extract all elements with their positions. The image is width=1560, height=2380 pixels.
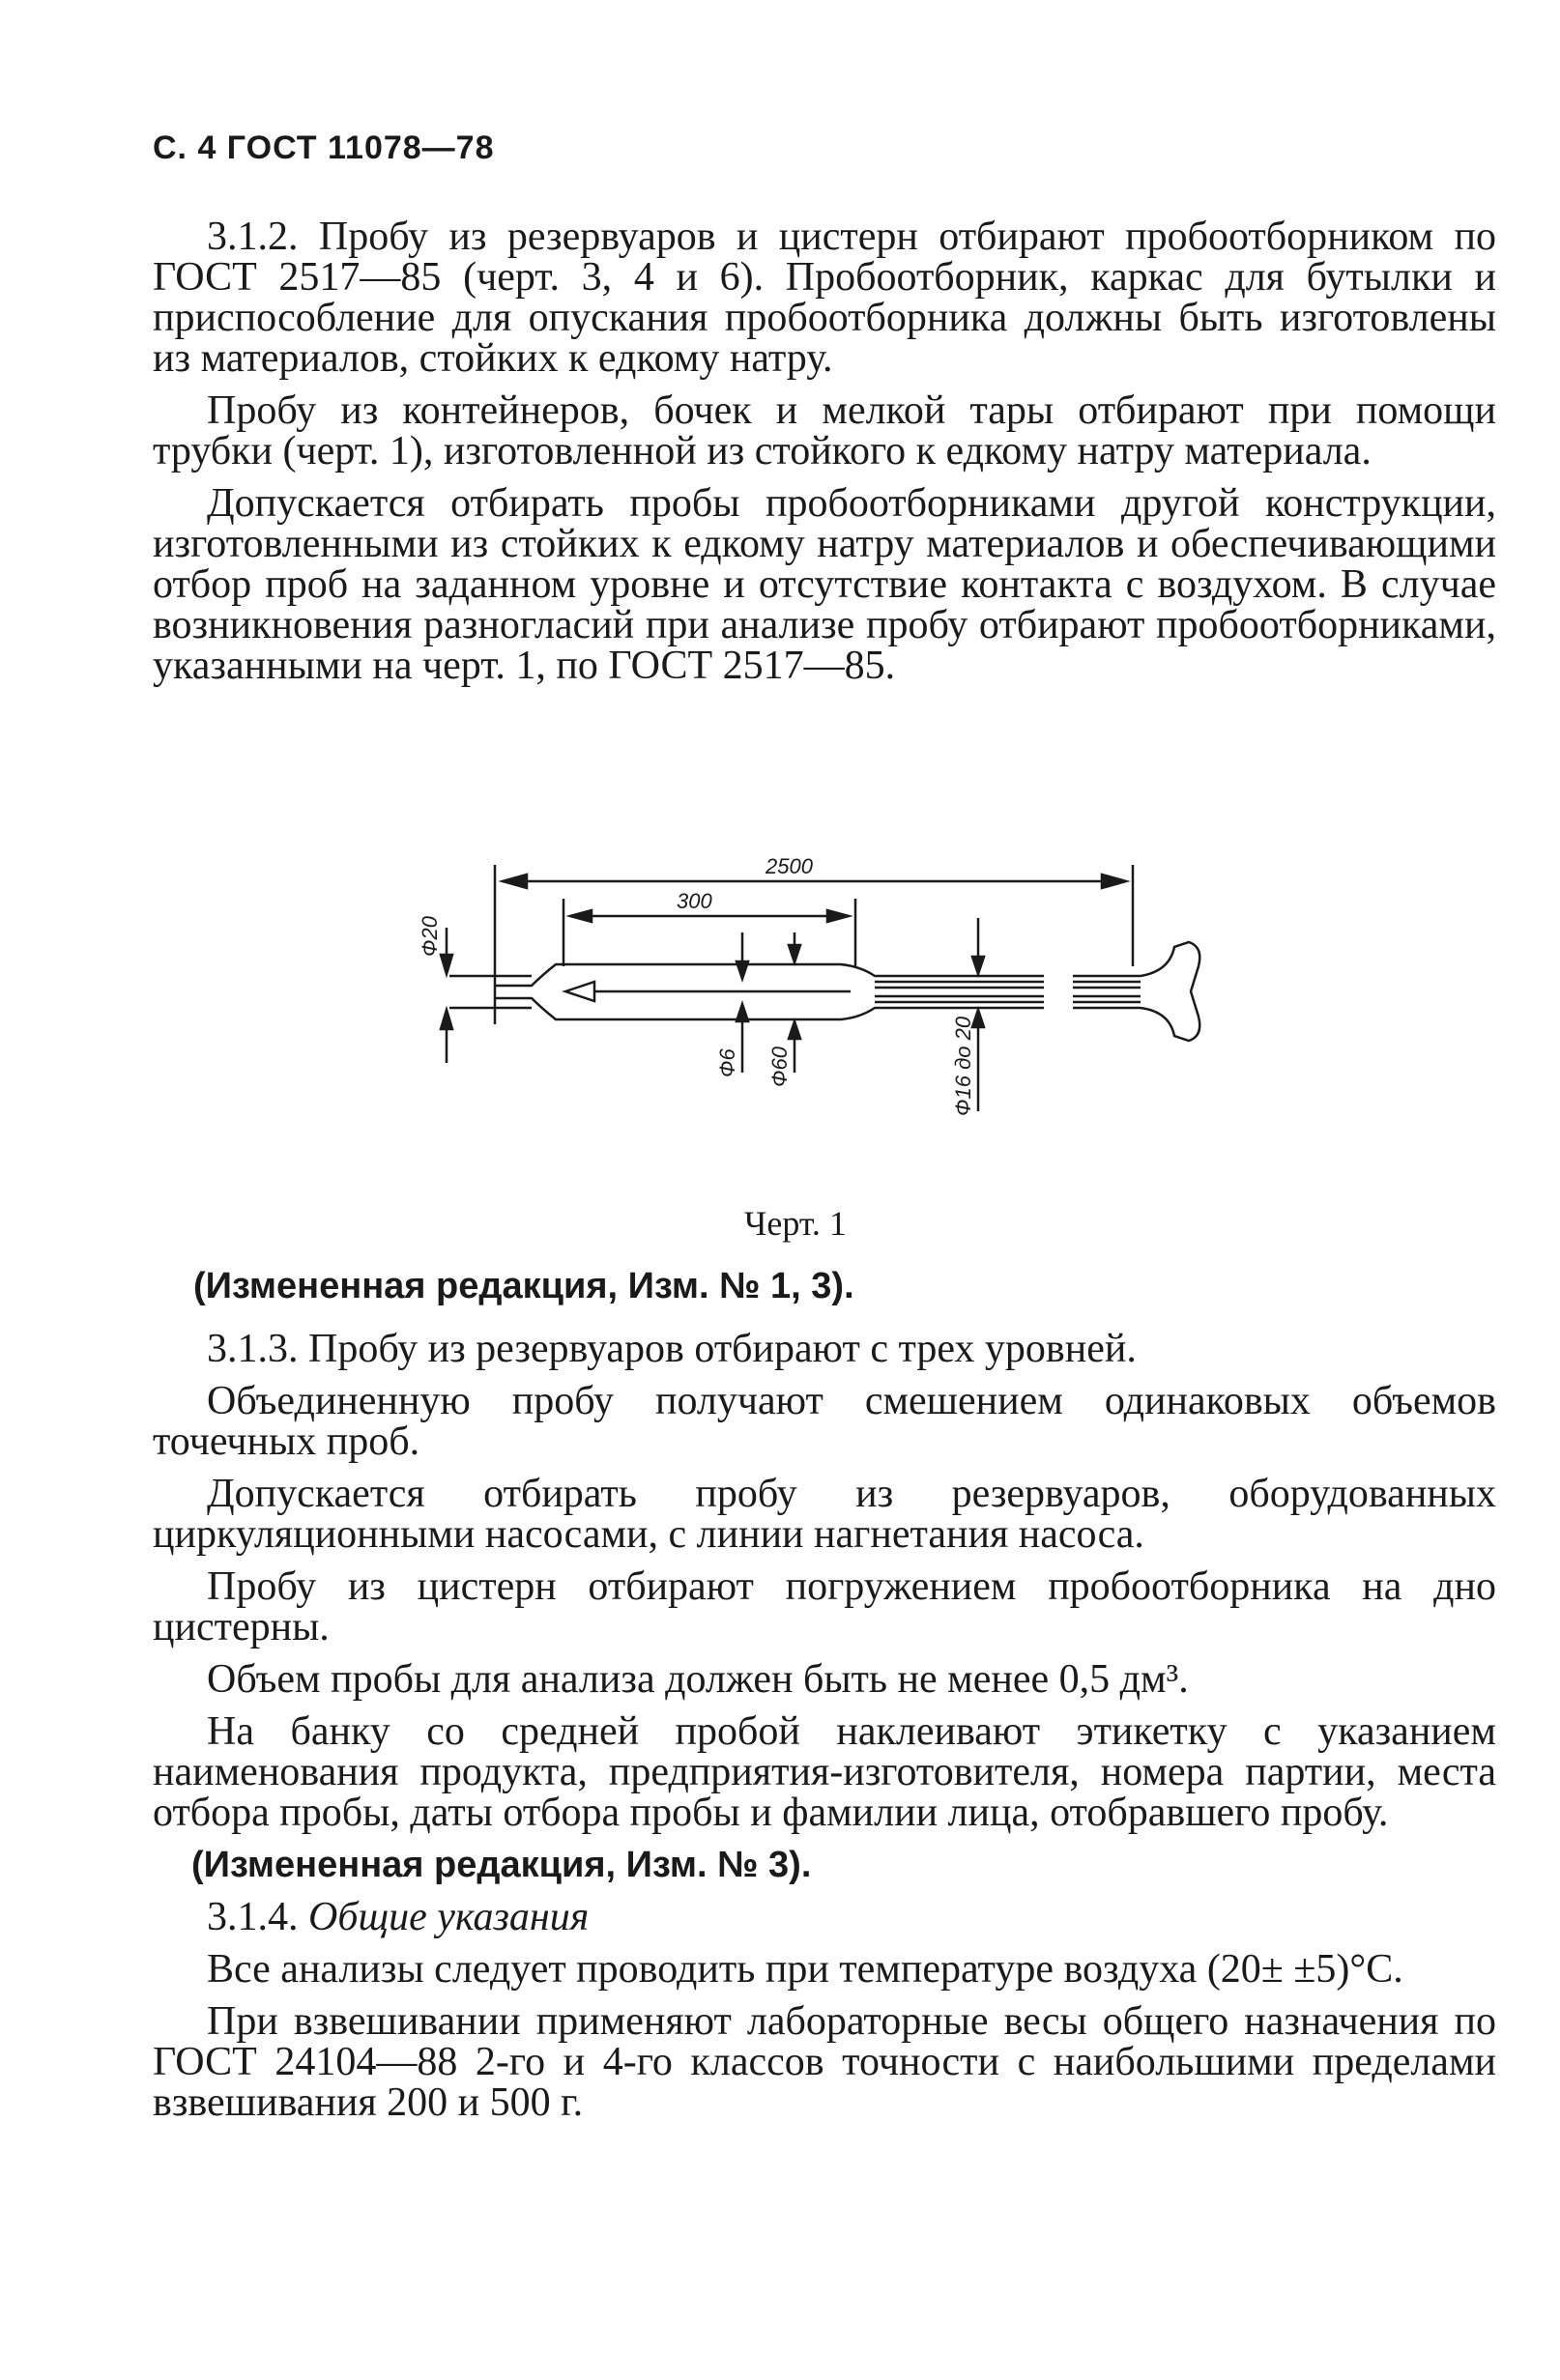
paragraph-temperature: Все анализы следует проводить при температуре воздуха (20± ±5)°С. xyxy=(207,1947,1403,1992)
page-header: С. 4 ГОСТ 11078—78 xyxy=(153,129,495,166)
section-3-1-3 xyxy=(153,1329,1496,2135)
dim-phi20: Ф20 xyxy=(418,916,442,957)
paragraph-circulation: Допускается отбирать пробу из резервуаров, оборудованных циркуляционными насосами, с линии нагнетания насоса. xyxy=(153,1472,1496,1557)
paragraph-tank: Пробу из цистерн отбирают погружением пробоотборника на дно цистерны. xyxy=(153,1564,1496,1649)
dim-inner: 300 xyxy=(677,889,712,913)
drawing-caption: Черт. 1 xyxy=(744,1204,847,1243)
section-title: Общие указания xyxy=(308,1895,590,1939)
paragraph-label: На банку со средней пробой наклеивают этикетку с указанием наименования продукта, предприятия-изготовителя, номера партии, места отбора пробы, даты отбора пробы и фамилии лица, отобравшего пробу. xyxy=(153,1709,1496,1835)
section-number: 3.1.4. xyxy=(207,1895,299,1939)
dim-phi16: Ф16 до 20 xyxy=(951,1016,975,1116)
amendment-note-2: (Измененная редакция, Изм. № 3). xyxy=(191,1845,812,1885)
dim-phi60: Ф60 xyxy=(767,1047,792,1087)
paragraph-volume: Объем пробы для анализа должен быть не менее 0,5 дм³. xyxy=(207,1657,1189,1702)
paragraph-3-1-3: 3.1.3. Пробу из резервуаров отбирают с трех уровней. xyxy=(207,1327,1137,1371)
paragraph-weighing: При взвешивании применяют лабораторные весы общего назначения по ГОСТ 24104—88 2-го и 4-го классов точности с наибольшими пределами взвешивания 200 и 500 г. xyxy=(153,1999,1496,2125)
paragraph-containers: Пробу из контейнеров, бочек и мелкой тары отбирают при помощи трубки (черт. 1), изготовленной из стойкого к едкому натру материала. xyxy=(153,388,1496,473)
dim-phi6: Ф6 xyxy=(715,1048,739,1077)
amendment-note-1: (Измененная редакция, Изм. № 1, 3). xyxy=(193,1266,854,1306)
paragraph-combined: Объединенную пробу получают смешением одинаковых объемов точечных проб. xyxy=(153,1379,1496,1464)
paragraph-3-1-2: 3.1.2. Пробу из резервуаров и цистерн отбирают пробоотборником по ГОСТ 2517—85 (черт. 3, 4 и 6). Пробоотборник, каркас для бутылки и приспособление для опускания пробоотборника должны быть изготовлены из материалов, стойких к едкому натру. xyxy=(153,215,1496,381)
paragraph-3-1-4-heading xyxy=(153,1897,1496,1937)
paragraph-allowed: Допускается отбирать пробы пробоотборниками другой конструкции, изготовленными из стойких к едкому натру материалов и обеспечивающими отбор проб на заданном уровне и отсутствие контакта с воздухом. В случае возникновения разногласий при анализе пробу отбирают пробоотборниками, указанными на черт. 1, по ГОСТ 2517—85. xyxy=(153,481,1496,688)
dim-total: 2500 xyxy=(766,854,813,878)
